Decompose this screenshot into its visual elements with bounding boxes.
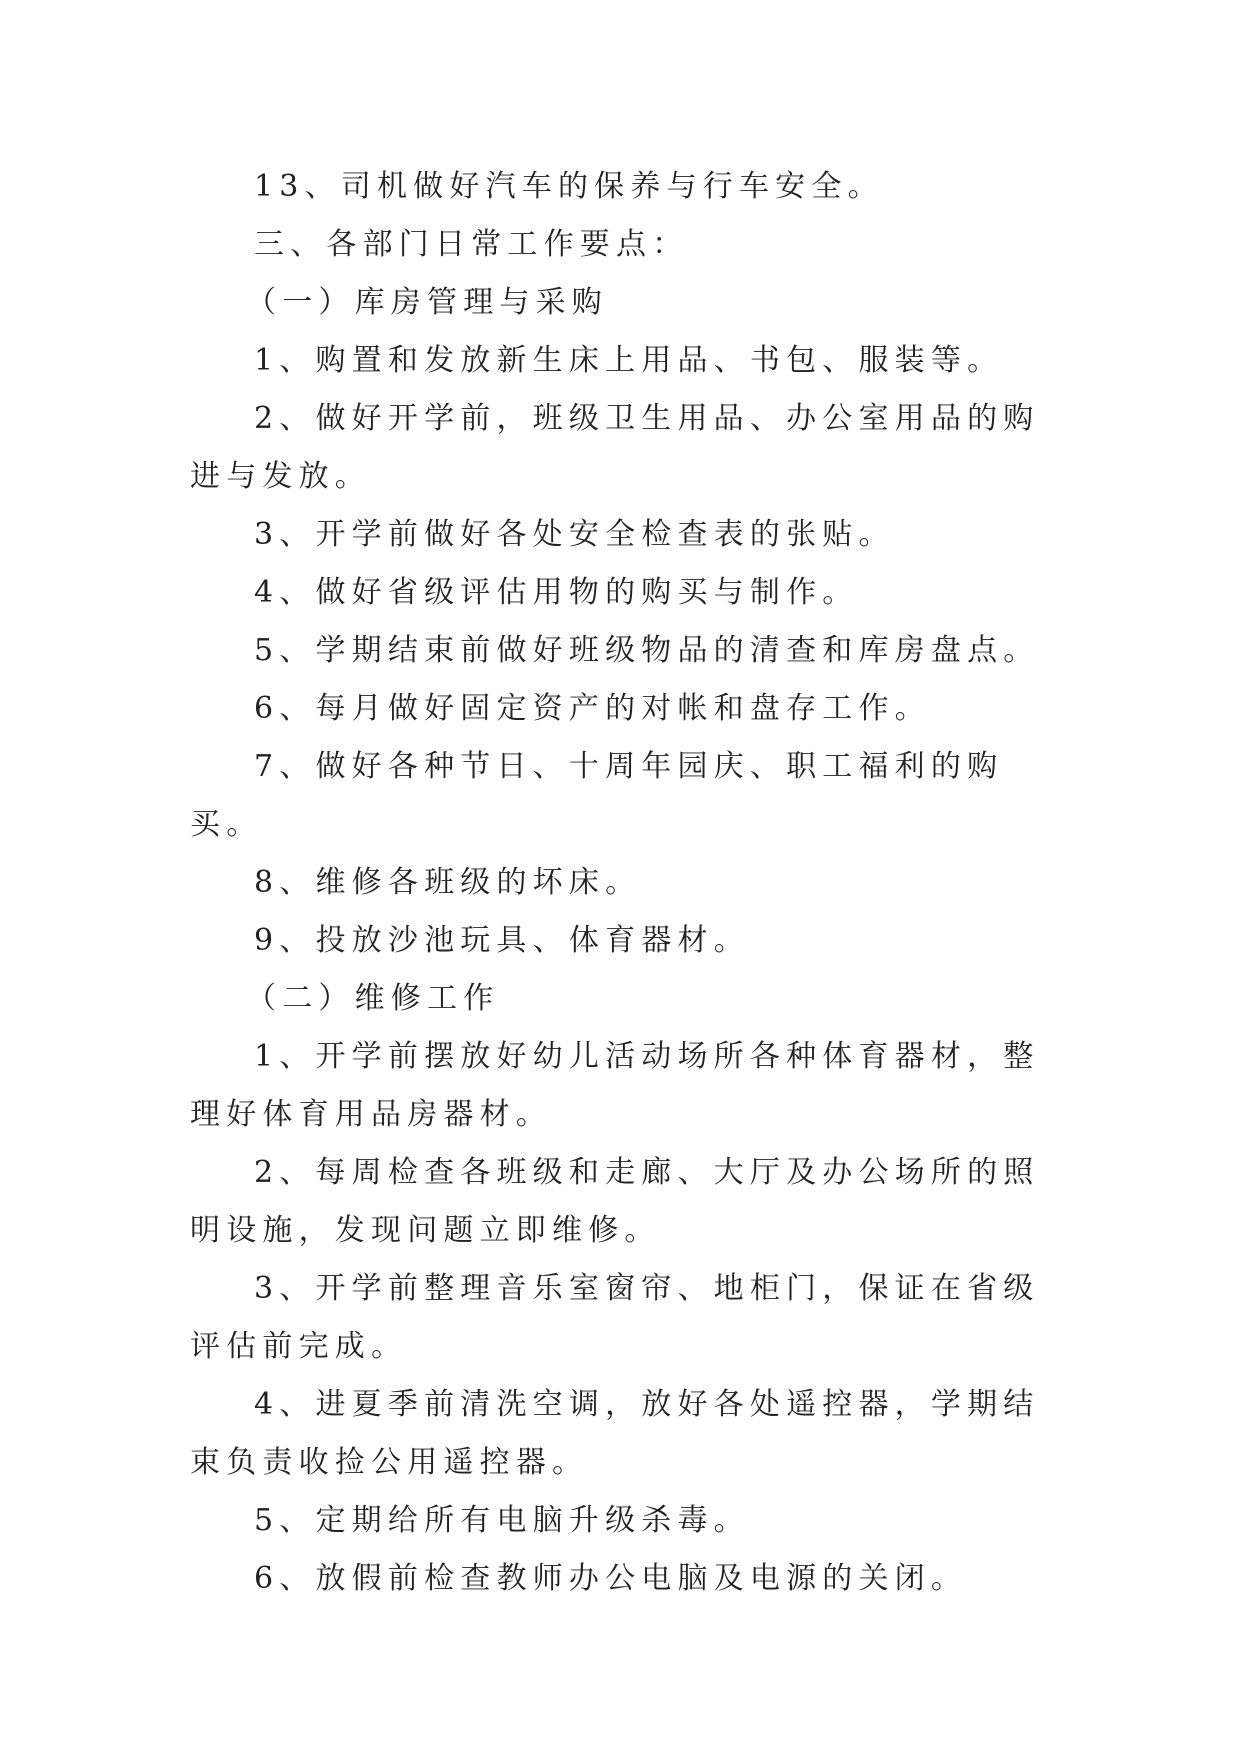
list-item: 3、开学前做好各处安全检查表的张贴。 xyxy=(254,517,895,552)
list-item: 1、开学前摆放好幼儿活动场所各种体育器材，整理好体育用品房器材。 xyxy=(190,1039,1040,1132)
list-item: 7、做好各种节日、十周年园庆、职工福利的购买。 xyxy=(190,749,1004,842)
list-item: 5、学期结束前做好班级物品的清查和库房盘点。 xyxy=(254,633,1040,668)
paragraph-driver-safety: 13、司机做好汽车的保养与行车安全。 xyxy=(254,169,884,204)
list-item: 6、放假前检查教师办公电脑及电源的关闭。 xyxy=(254,1561,968,1596)
document-body xyxy=(190,158,1060,1608)
list-item: 4、进夏季前清洗空调，放好各处遥控器，学期结束负责收捡公用遥控器。 xyxy=(190,1387,1040,1480)
list-item: 4、做好省级评估用物的购买与制作。 xyxy=(254,575,859,610)
list-item: 2、每周检查各班级和走廊、大厅及办公场所的照明设施，发现问题立即维修。 xyxy=(190,1155,1040,1248)
section-heading-daily-work: 三、各部门日常工作要点： xyxy=(254,227,689,262)
subsection-heading-maintenance: （二）维修工作 xyxy=(246,981,500,1016)
list-item: 8、维修各班级的坏床。 xyxy=(254,865,642,900)
list-item: 6、每月做好固定资产的对帐和盘存工作。 xyxy=(254,691,931,726)
list-item: 1、购置和发放新生床上用品、书包、服装等。 xyxy=(254,343,1004,378)
list-item: 5、定期给所有电脑升级杀毒。 xyxy=(254,1503,750,1538)
list-item: 9、投放沙池玩具、体育器材。 xyxy=(254,923,750,958)
list-item: 3、开学前整理音乐室窗帘、地柜门，保证在省级评估前完成。 xyxy=(190,1271,1040,1364)
list-item: 2、做好开学前，班级卫生用品、办公室用品的购进与发放。 xyxy=(190,401,1040,494)
subsection-heading-warehouse: （一）库房管理与采购 xyxy=(246,285,608,320)
